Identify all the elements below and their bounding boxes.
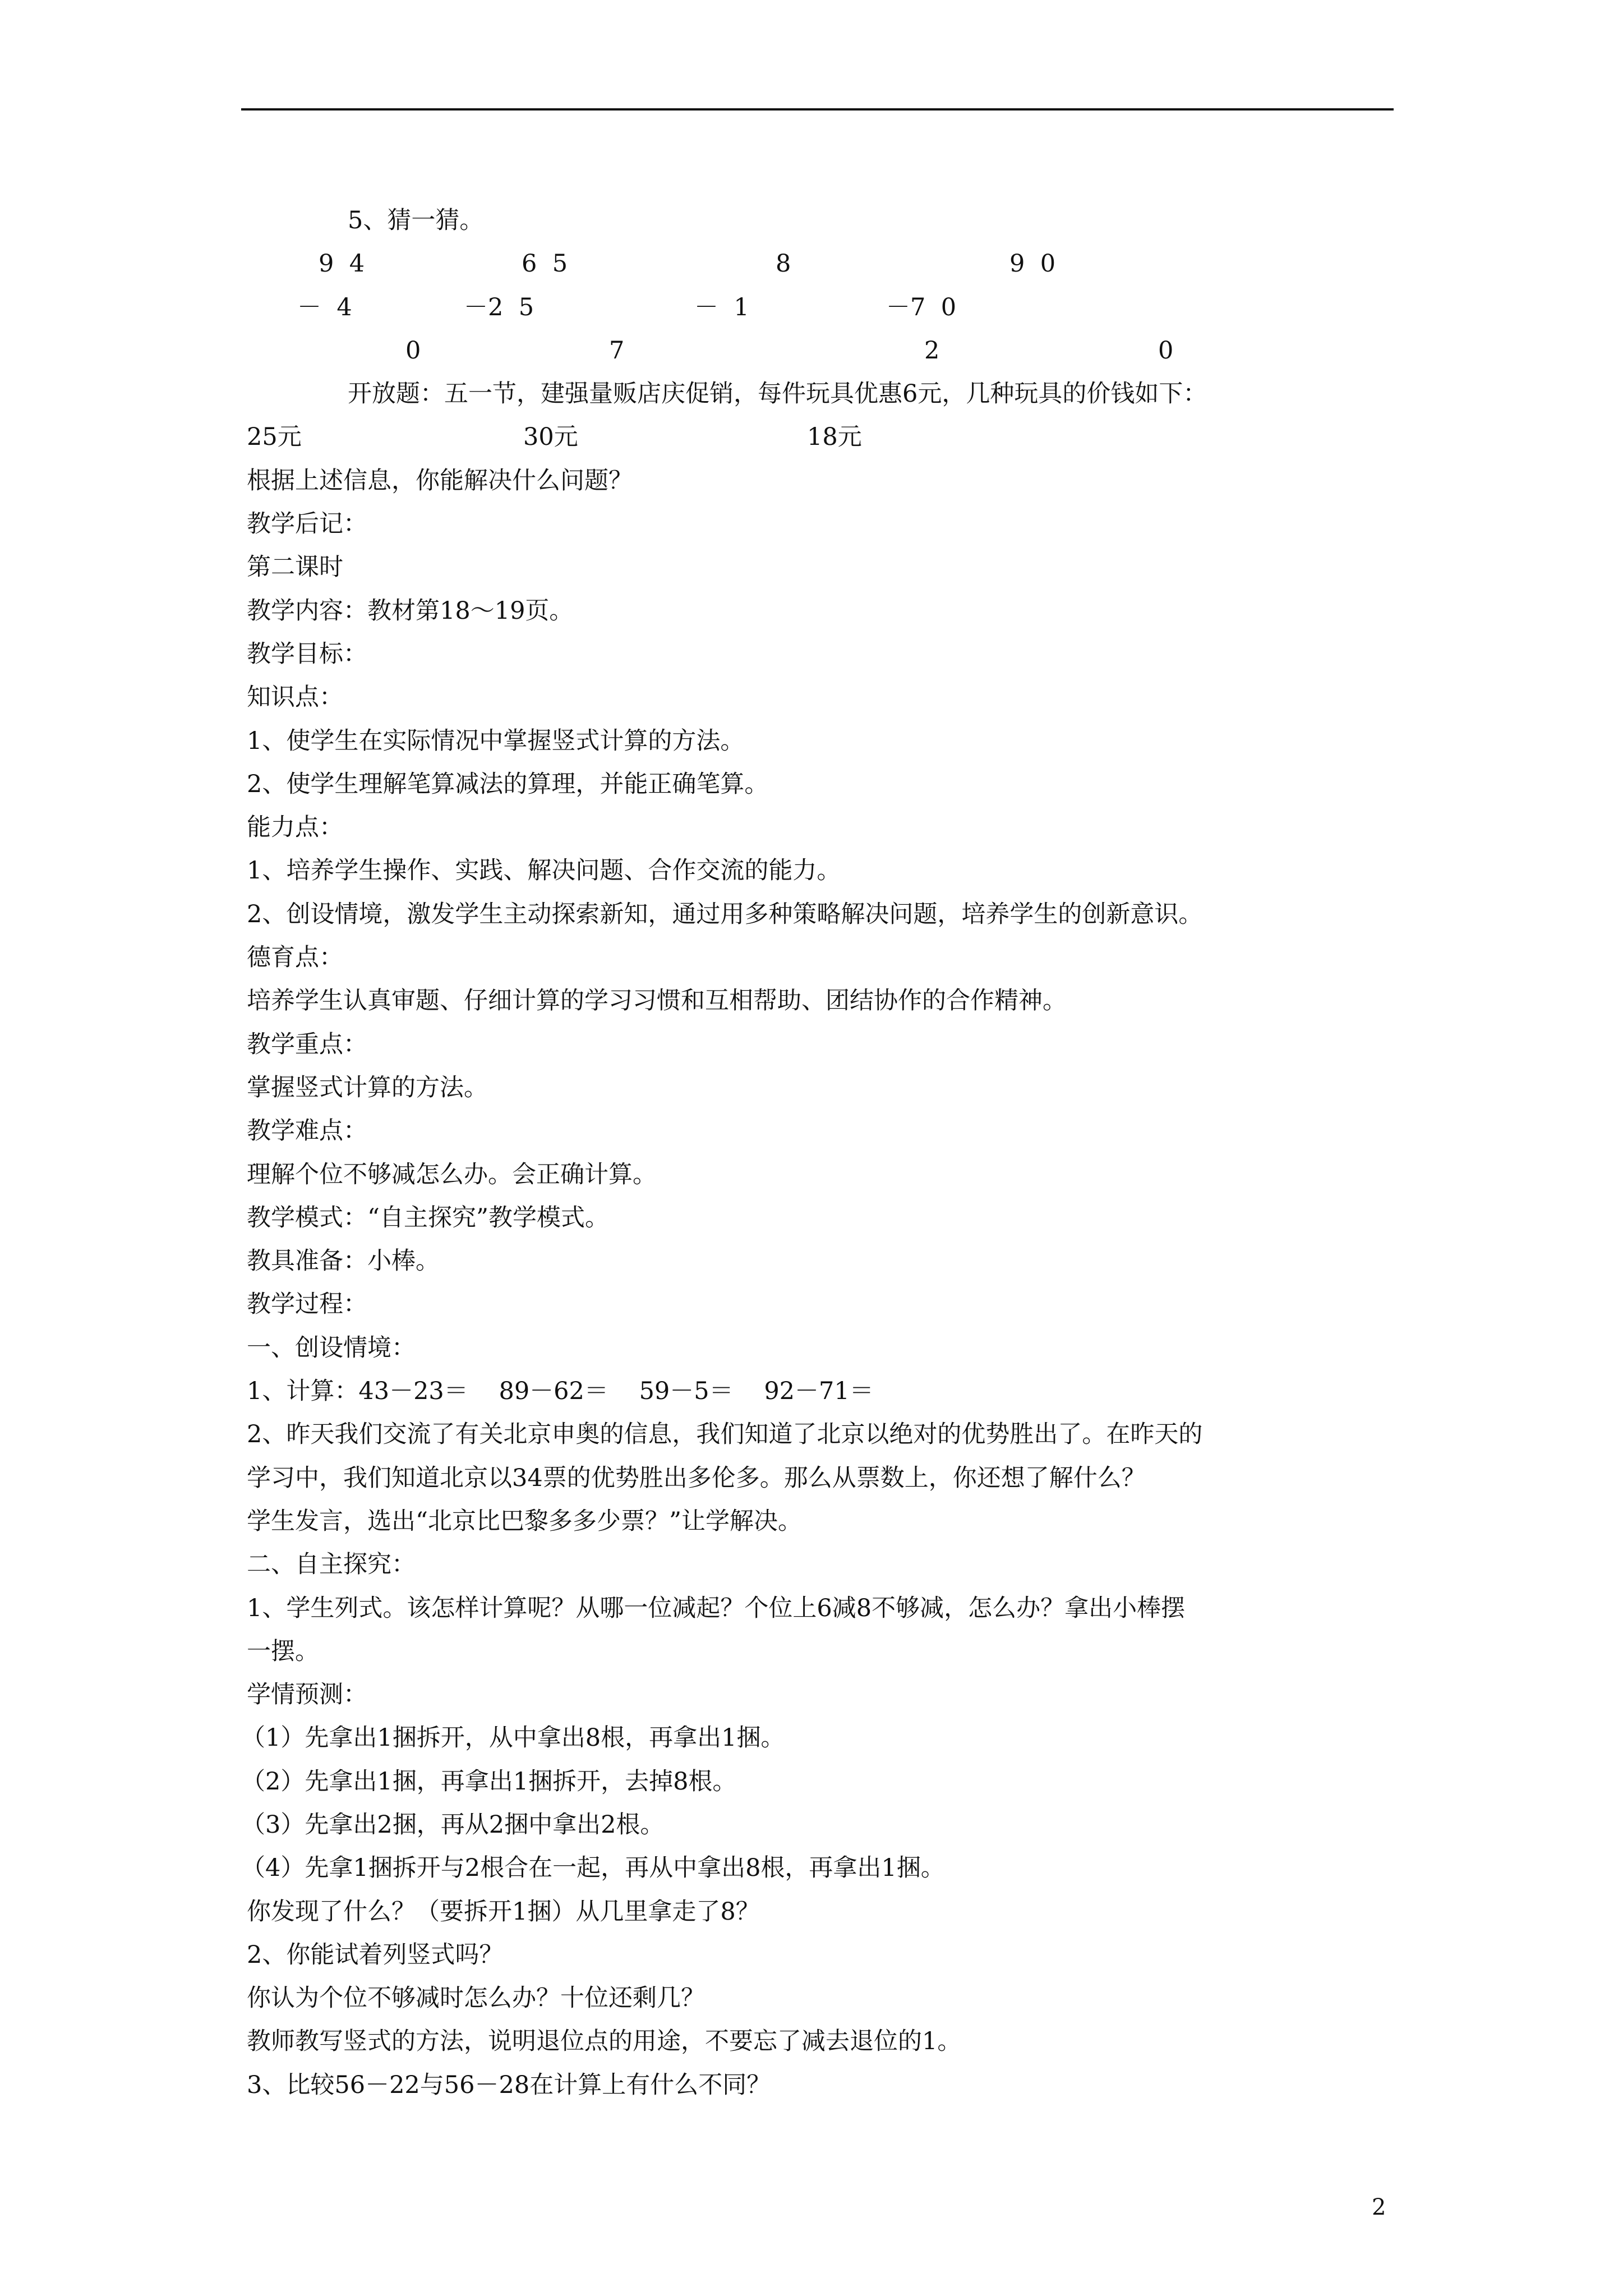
line-teacher-method: 教师教写竖式的方法，说明退位点的用途，不要忘了减去退位的1。	[247, 2027, 962, 2056]
line-units-question: 你认为个位不够减时怎么办？十位还剩几？	[247, 1984, 705, 2013]
price-3: 18元	[807, 423, 862, 452]
line-section-1: 一、创设情境：	[247, 1333, 416, 1362]
line-ability-1: 1、培养学生操作、实践、解决问题、合作交流的能力。	[247, 857, 841, 885]
line-paragraph-2b: 学习中，我们知道北京以34票的优势胜出多伦多。那么从票数上，你还想了解什么？	[247, 1464, 1146, 1492]
line-difficulty-heading: 教学难点：	[247, 1117, 367, 1145]
line-moral-1: 培养学生认真审题、仔细计算的学习习惯和互相帮助、团结协作的合作精神。	[247, 987, 1067, 1015]
line-key-point-heading: 教学重点：	[247, 1030, 367, 1059]
puzzle-r2-3: － 1	[694, 293, 749, 321]
price-1: 25元	[247, 423, 302, 452]
puzzle-r2-1: － 4	[297, 293, 352, 321]
puzzle-row-2	[247, 286, 1396, 329]
line-prediction-heading: 学情预测：	[247, 1681, 367, 1709]
line-ability-2: 2、创设情境，激发学生主动探索新知，通过用多种策略解决问题，培养学生的创新意识。	[247, 900, 1203, 928]
puzzle-r2-2: －2 5	[464, 293, 534, 321]
line-teaching-content: 教学内容：教材第18～19页。	[247, 596, 574, 625]
price-2: 30元	[523, 423, 578, 452]
line-teaching-process: 教学过程：	[247, 1290, 367, 1319]
puzzle-r3-2: 7	[609, 336, 625, 365]
line-teaching-goals: 教学目标：	[247, 639, 367, 668]
line-knowledge-heading: 知识点：	[247, 683, 343, 712]
line-vertical-form: 2、你能试着列竖式吗？	[247, 1940, 504, 1969]
puzzle-r3-1: 0	[405, 336, 421, 365]
line-teaching-aids: 教具准备：小棒。	[247, 1247, 440, 1276]
document-body	[241, 199, 1396, 2107]
line-key-point: 掌握竖式计算的方法。	[247, 1073, 488, 1102]
line-moral-heading: 德育点：	[247, 944, 343, 972]
line-teaching-mode: 教学模式：“自主探究”教学模式。	[247, 1203, 609, 1232]
line-knowledge-2: 2、使学生理解笔算减法的算理，并能正确笔算。	[247, 770, 769, 798]
line-explore-1b: 一摆。	[247, 1637, 319, 1665]
puzzle-r1-3: 8	[776, 250, 791, 278]
line-teaching-notes: 教学后记：	[247, 510, 367, 539]
line-prediction-3: （3）先拿出2捆，再从2捆中拿出2根。	[241, 1810, 665, 1839]
puzzle-r3-3: 2	[924, 336, 940, 365]
line-paragraph-2a: 2、昨天我们交流了有关北京申奥的信息，我们知道了北京以绝对的优势胜出了。在昨天的	[247, 1420, 1203, 1449]
header-rule	[241, 108, 1394, 111]
line-discovery: 你发现了什么？（要拆开1捆）从几里拿走了8？	[247, 1897, 760, 1926]
puzzle-r1-1: 9 4	[319, 250, 365, 278]
open-question-prompt: 根据上述信息，你能解决什么问题？	[247, 466, 633, 495]
line-prediction-4: （4）先拿1捆拆开与2根合在一起，再从中拿出8根，再拿出1捆。	[241, 1854, 945, 1883]
line-calculation: 1、计算：43－23＝ 89－62＝ 59－5＝ 92－71＝	[247, 1377, 874, 1406]
line-difficulty: 理解个位不够减怎么办。会正确计算。	[247, 1160, 657, 1189]
puzzle-r1-4: 9 0	[1009, 250, 1056, 278]
line-prediction-2: （2）先拿出1捆，再拿出1捆拆开，去掉8根。	[241, 1767, 737, 1796]
line-second-lesson: 第二课时	[247, 553, 343, 582]
line-knowledge-1: 1、使学生在实际情况中掌握竖式计算的方法。	[247, 726, 745, 755]
puzzle-row-1	[247, 242, 1396, 286]
line-student-speech: 学生发言，选出“北京比巴黎多多少票？”让学解决。	[247, 1507, 802, 1535]
price-row	[247, 416, 1396, 459]
puzzle-title: 5、猜一猜。	[348, 206, 484, 234]
line-ability-heading: 能力点：	[247, 813, 343, 842]
line-section-2: 二、自主探究：	[247, 1550, 416, 1579]
puzzle-r2-4: －7 0	[886, 293, 957, 321]
page-number: 2	[1372, 2194, 1386, 2220]
line-compare: 3、比较56－22与56－28在计算上有什么不同？	[247, 2070, 771, 2099]
puzzle-r1-2: 6 5	[522, 250, 568, 278]
line-prediction-1: （1）先拿出1捆拆开，从中拿出8根，再拿出1捆。	[241, 1724, 785, 1752]
puzzle-row-3	[247, 329, 1396, 372]
puzzle-r3-4: 0	[1158, 336, 1174, 365]
line-explore-1a: 1、学生列式。该怎样计算呢？从哪一位减起？个位上6减8不够减，怎么办？拿出小棒摆	[247, 1594, 1186, 1622]
open-question-text: 开放题：五一节，建强量贩店庆促销，每件玩具优惠6元，几种玩具的价钱如下：	[348, 380, 1207, 408]
